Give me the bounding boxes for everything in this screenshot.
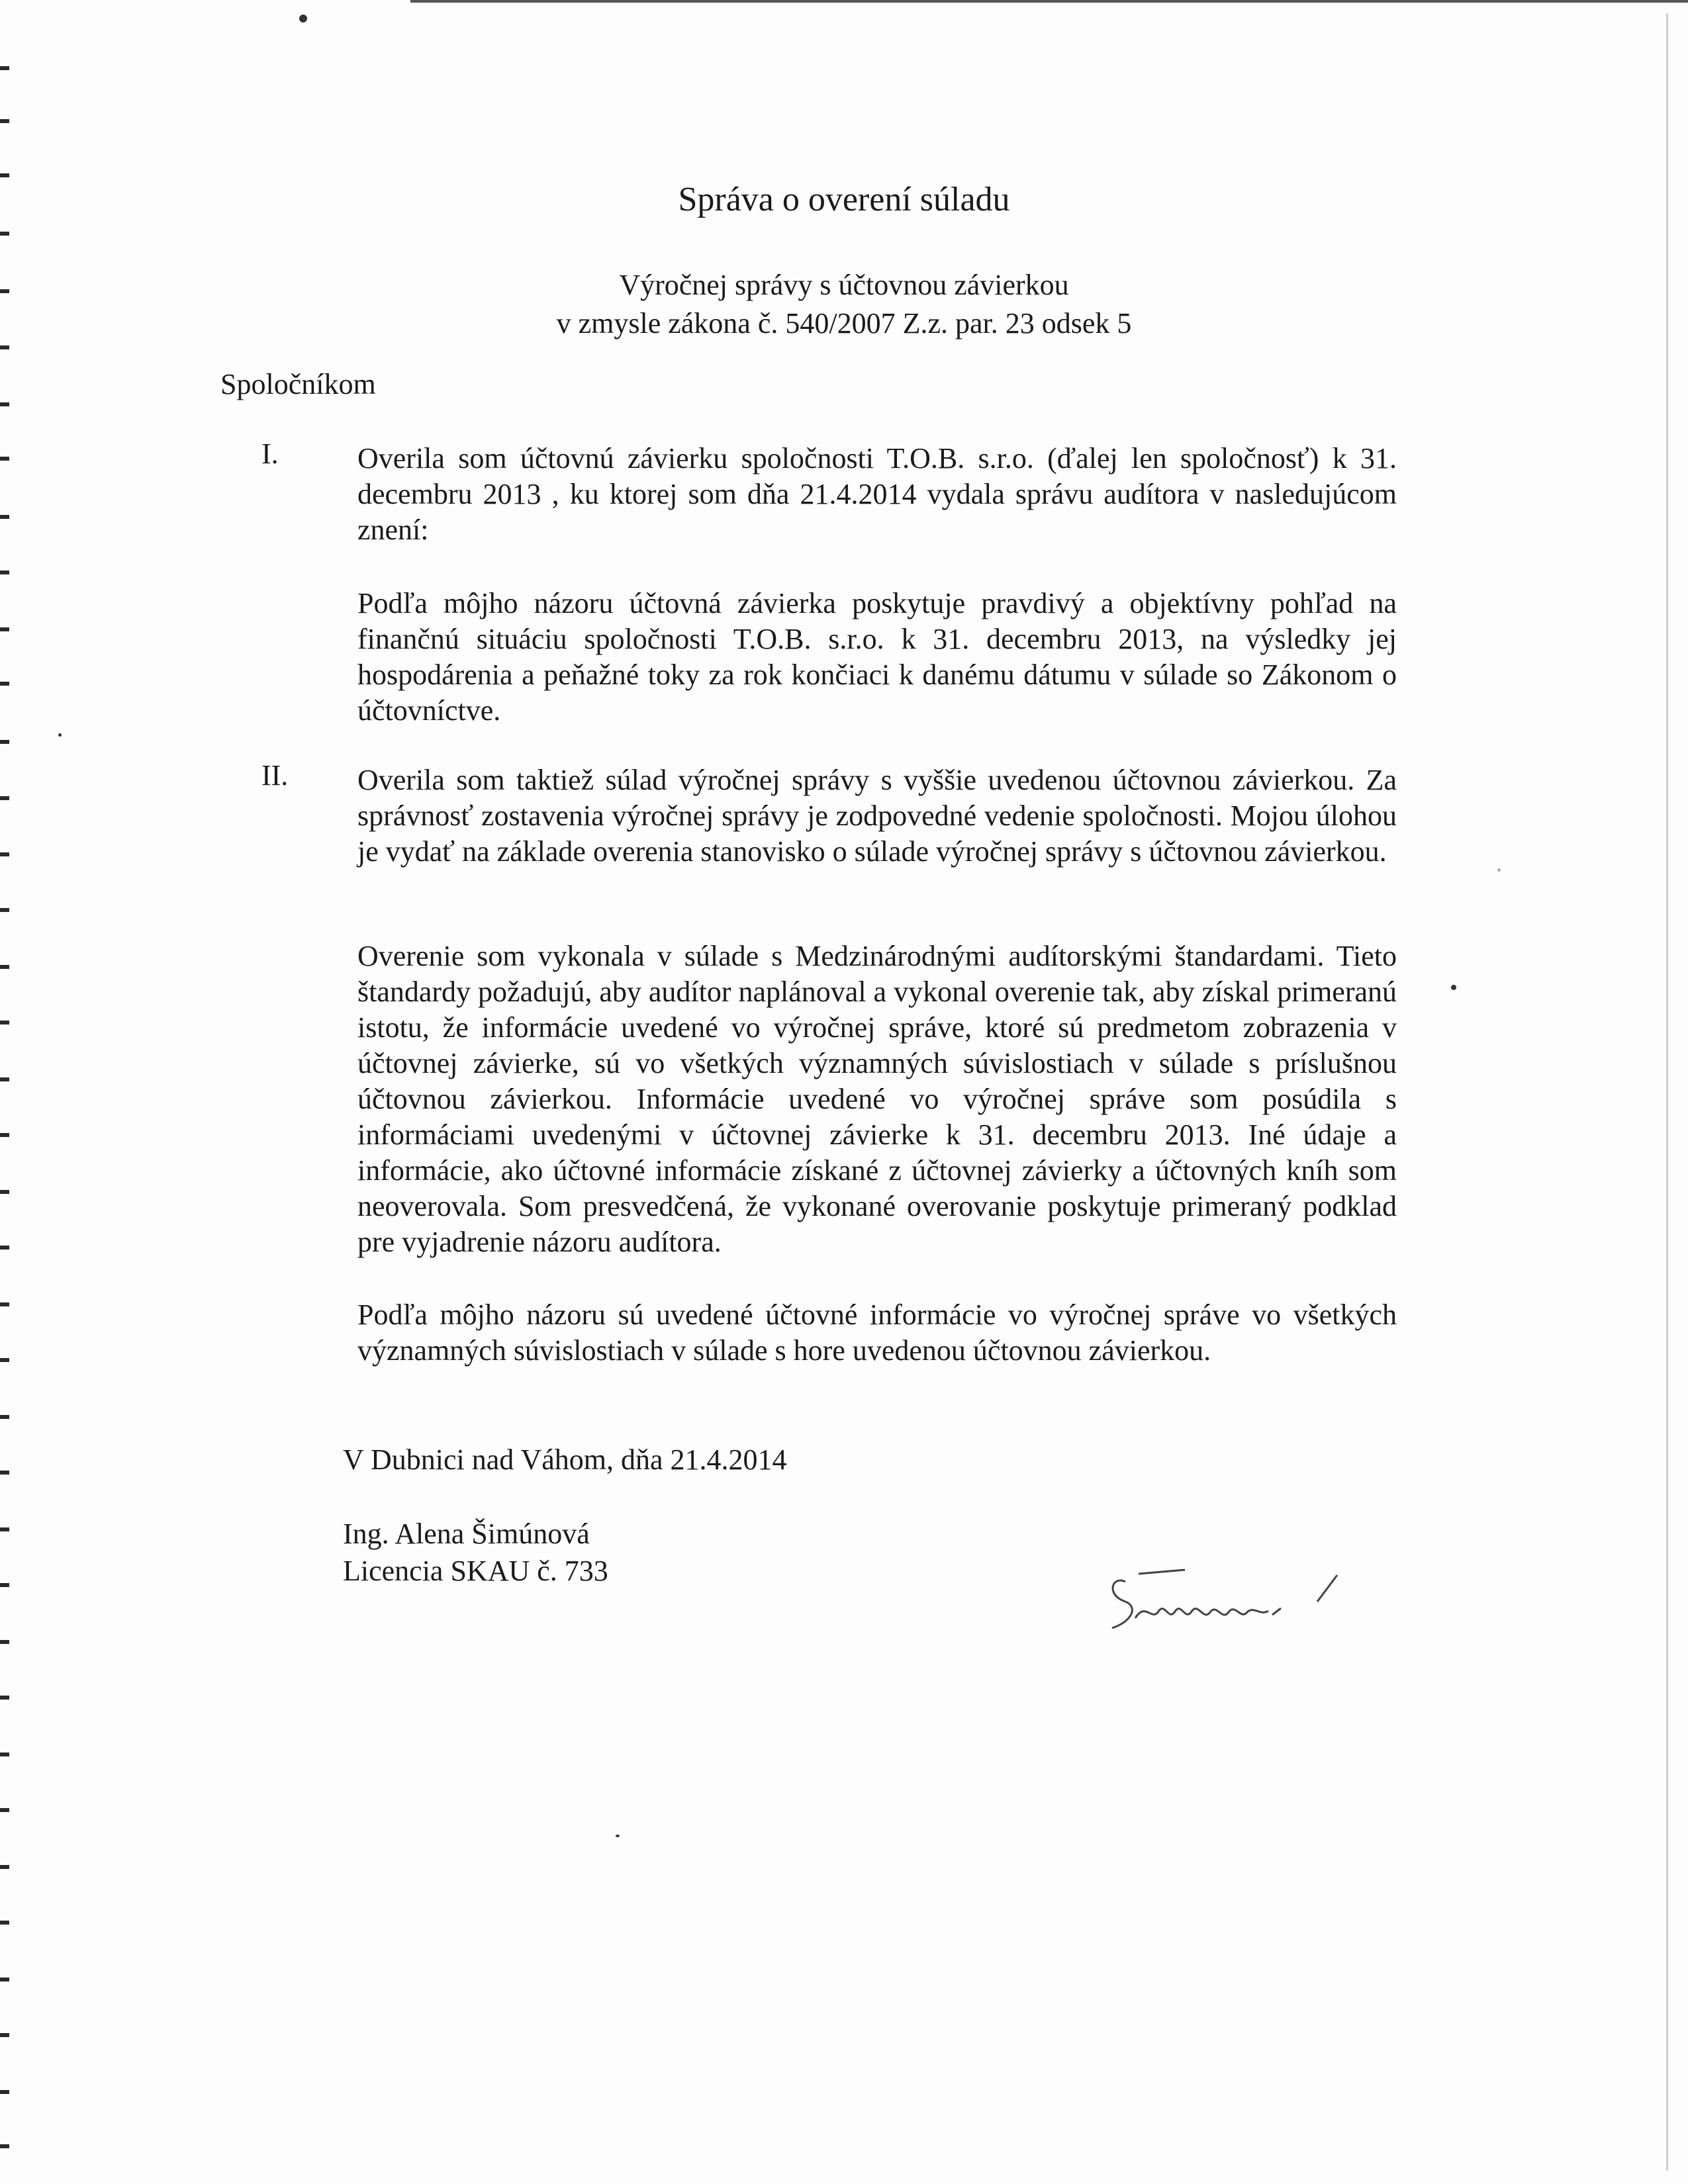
auditor-license: Licencia SKAU č. 733 (343, 1555, 608, 1587)
binding-mark (0, 796, 9, 800)
section-2-numeral: II. (261, 759, 289, 792)
section-1-numeral: I. (261, 437, 279, 470)
scan-top-edge (410, 0, 1688, 3)
binding-mark (0, 852, 9, 856)
scan-speck (616, 1835, 620, 1837)
binding-mark (0, 682, 9, 686)
scan-speck (1451, 985, 1456, 990)
binding-mark (0, 119, 9, 123)
binding-mark (0, 1583, 9, 1587)
binding-mark (0, 345, 9, 349)
binding-mark (0, 908, 9, 912)
binding-mark (0, 1978, 9, 1981)
binding-mark (0, 1358, 9, 1362)
section-1-paragraph-1: Overila som účtovnú závierku spoločnosti T.O.B. s.r.o. (ďalej len spoločnosť) k 31. decembru 2013 , ku ktorej som dňa 21.4.2014 vydala správu audítora v nasledujúcom znení: (357, 442, 1397, 546)
binding-mark (0, 2033, 9, 2037)
binding-mark (0, 1640, 9, 1644)
binding-mark (0, 1133, 9, 1137)
binding-mark (0, 1190, 9, 1194)
binding-mark (0, 1471, 9, 1475)
binding-mark (0, 1752, 9, 1756)
section-2-paragraph-1: Overila som taktiež súlad výročnej správy s vyššie uvedenou účtovnou závierkou. Za správnosť zostavenia výročnej správy je zodpovedné vedenie spoločnosti. Mojou úlohou je vydať na základe overenia stanovisko o súlade výročnej správy s účtovnou závierkou. (357, 764, 1397, 868)
scan-speck (58, 733, 62, 737)
binding-mark (0, 1865, 9, 1869)
binding-mark (0, 1808, 9, 1812)
section-1-paragraph-2: Podľa môjho názoru účtovná závierka poskytuje pravdivý a objektívny pohľad na finančnú situáciu spoločnosti T.O.B. s.r.o. k 31. decembru 2013, na výsledky jej hospodárenia a peňažné toky za rok končiaci k danému dátumu v súlade so Zákonom o účtovníctve. (357, 587, 1397, 727)
binding-mark (0, 515, 9, 519)
binding-mark (0, 1021, 9, 1024)
subtitle-line-2: v zmysle zákona č. 540/2007 Z.z. par. 23 odsek 5 (556, 307, 1132, 340)
section-2-paragraph-2: Overenie som vykonala v súlade s Medzinárodnými audítorskými štandardami. Tieto štandardy požadujú, aby audítor naplánoval a vykonal overenie tak, aby získal primeranú istotu, že informácie uvedené vo výročnej správe, ktoré sú predmetom zobrazenia v účtovnej závierke, sú vo všetkých významných súvislostiach v súlade s príslušnou účtovnou závierkou. Informácie uvedené vo výročnej správe som posúdila s informáciami uvedenými v účtovnej závierke k 31. decembru 2013. Iné údaje a informácie, ako účtovné informácie získané z účtovnej závierky a účtovných kníh som neoverovala. Som presvedčená, že vykonané overovanie poskytuje primeraný podklad pre vyjadrenie názoru audítora. (357, 940, 1397, 1258)
auditor-block (343, 1516, 608, 1590)
scan-speck (299, 15, 307, 23)
binding-mark (0, 232, 9, 236)
binding-mark (0, 457, 9, 461)
binding-mark (0, 965, 9, 969)
binding-mark (0, 740, 9, 744)
auditor-name: Ing. Alena Šimúnová (343, 1518, 590, 1550)
binding-mark (0, 1527, 9, 1531)
salutation: Spoločníkom (220, 368, 376, 400)
section-2-paragraph-3: Podľa môjho názoru sú uvedené účtovné informácie vo výročnej správe vo všetkých významných súvislostiach v súlade s hore uvedenou účtovnou závierkou. (357, 1298, 1397, 1367)
binding-mark (0, 570, 9, 574)
subtitle-line-1: Výročnej správy s účtovnou závierkou (619, 269, 1069, 301)
binding-mark (0, 2090, 9, 2094)
handwritten-signature (1099, 1555, 1377, 1641)
binding-mark (0, 1921, 9, 1925)
place-and-date: V Dubnici nad Váhom, dňa 21.4.2014 (343, 1443, 787, 1476)
binding-mark (0, 1696, 9, 1700)
document-title: Správa o overení súladu (678, 181, 1010, 218)
binding-mark (0, 2144, 9, 2148)
binding-mark (0, 1077, 9, 1081)
binding-mark (0, 1302, 9, 1306)
binding-mark (0, 66, 9, 70)
binding-mark (0, 1246, 9, 1250)
binding-mark (0, 173, 9, 177)
binding-mark (0, 1415, 9, 1419)
binding-mark (0, 402, 9, 406)
binding-mark (0, 627, 9, 631)
scan-speck (1497, 868, 1501, 872)
document-subtitle (0, 266, 1688, 343)
